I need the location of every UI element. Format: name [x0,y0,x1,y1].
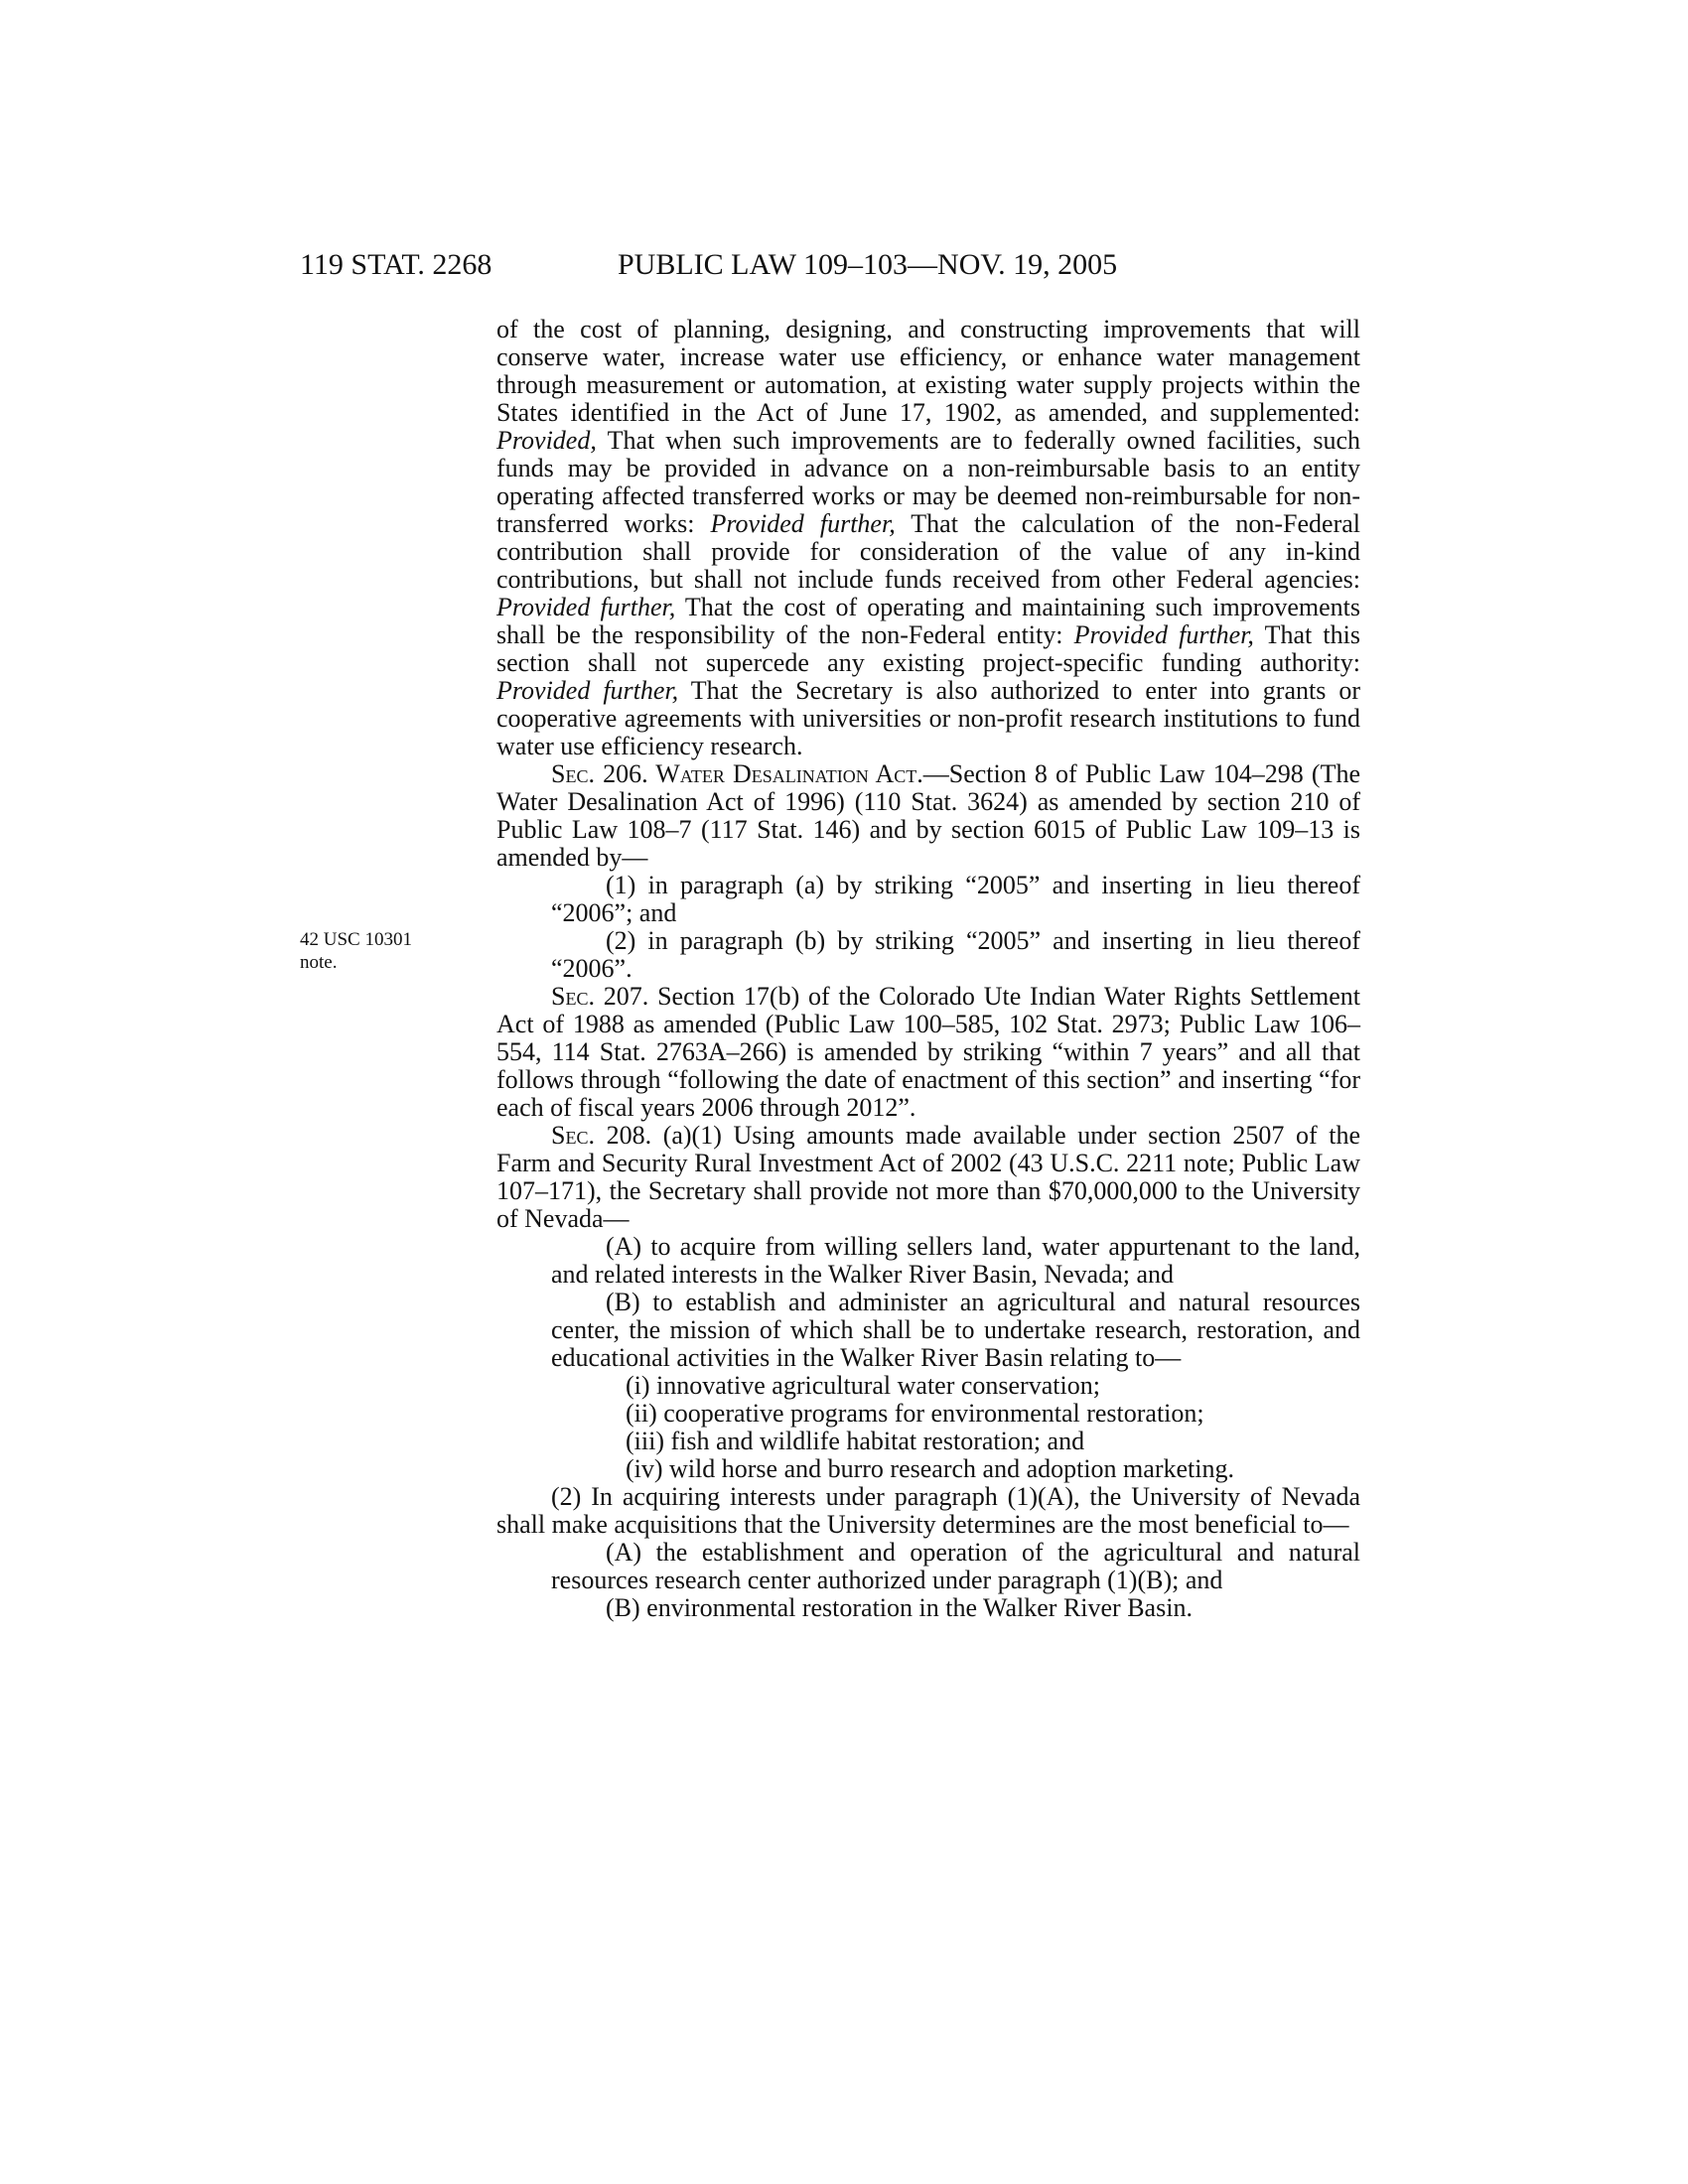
section-208-clause-i: (i) innovative agricultural water conservation; [626,1371,1100,1400]
section-206-item-1: (1) in paragraph (a) by striking “2005” and inserting in lieu thereof “2006”; and [551,871,1360,927]
section-206-label: Sec. 206. Water Desalination Act. [551,759,923,788]
document-body [496,316,1360,1622]
page-header [0,248,1688,288]
section-208-subparagraph-b: (B) to establish and administer an agricultural and natural resources center, the mission of which shall be to undertake research, restoration, and educational activities in the Walker River Basin relating to— [551,1288,1360,1372]
statute-page-number: 119 STAT. 2268 [300,248,492,281]
section-208-clause-iv: (iv) wild horse and burro research and adoption marketing. [626,1454,1234,1483]
margin-note [300,928,412,974]
section-208-paragraph-2-a: (A) the establishment and operation of the agricultural and natural resources research center authorized under paragraph (1)(B); and [551,1538,1360,1594]
section-208-subparagraph-a: (A) to acquire from willing sellers land, water appurtenant to the land, and related interests in the Walker River Basin, Nevada; and [551,1232,1360,1289]
section-208-clause-ii: (ii) cooperative programs for environmental restoration; [626,1399,1204,1428]
section-208-paragraph-2: (2) In acquiring interests under paragraph (1)(A), the University of Nevada shall make acquisitions that the University determines are the most beneficial to— [496,1482,1360,1539]
section-208-label: Sec. 208. [551,1121,652,1150]
margin-note-suffix: note. [300,952,338,973]
paragraph-continuation: of the cost of planning, designing, and constructing improvements that will conserve water, increase water use efficiency, or enhance water management through measurement or automation, at existing water supply projects within the States identified in the Act of June 17, 1902, as amended, and supplemented: Provided, That when such improvements are to federally owned facilities, such funds may be provided in advance on a non-reimbursable basis to an entity operating affected transferred works or may be deemed non-reimbursable for non-transferred works: Provided further, That the calculation of the non-Federal contribution shall provide for consideration of the value of any in-kind contributions, but shall not include funds received from other Federal agencies: Provided further, That the cost of operating and maintaining such improvements shall be the responsibility of the non-Federal entity: Provided further, That this section shall not supercede any existing project-specific funding authority: Provided further, That the Secretary is also authorized to enter into grants or cooperative agreements with universities or non-profit research institutions to fund water use efficiency research. [496,315,1360,760]
public-law-title: PUBLIC LAW 109–103—NOV. 19, 2005 [618,248,1118,281]
margin-note-citation: 42 USC 10301 [300,929,412,950]
section-207: Sec. 207. Section 17(b) of the Colorado Ute Indian Water Rights Settlement Act of 1988 as amended (Public Law 100–585, 102 Stat. 2973; Public Law 106–554, 114 Stat. 2763A–266) is amended by striking “within 7 years” and all that follows through “following the date of enactment of this section” and inserting “for each of fiscal years 2006 through 2012”. [496,982,1360,1122]
section-207-label: Sec. 207. [551,982,649,1011]
section-208-paragraph-2-b: (B) environmental restoration in the Walker River Basin. [606,1593,1193,1622]
section-206-item-2: (2) in paragraph (b) by striking “2005” and inserting in lieu thereof “2006”. [551,926,1360,983]
section-206: Sec. 206. Water Desalination Act.—Section 8 of Public Law 104–298 (The Water Desalination Act of 1996) (110 Stat. 3624) as amended by section 210 of Public Law 108–7 (117 Stat. 146) and by section 6015 of Public Law 109–13 is amended by— [496,759,1360,872]
section-208-clause-iii: (iii) fish and wildlife habitat restoration; and [626,1427,1085,1455]
section-208: Sec. 208. (a)(1) Using amounts made available under section 2507 of the Farm and Security Rural Investment Act of 2002 (43 U.S.C. 2211 note; Public Law 107–171), the Secretary shall provide not more than $70,000,000 to the University of Nevada— [496,1121,1360,1233]
